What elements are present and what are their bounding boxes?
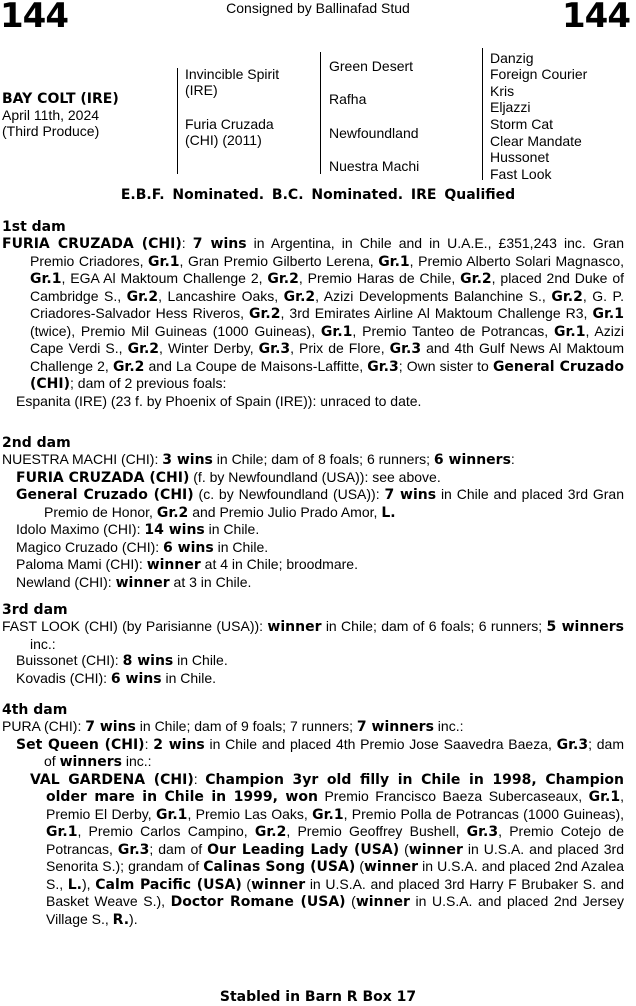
stabled-location: Stabled in Barn R Box 17 xyxy=(219,989,417,1005)
second-dam-foal-1: FURIA CRUZADA (CHI) (f. by Newfoundland (USA)): see above. xyxy=(16,468,441,486)
pedigree-g4: Eljazzi xyxy=(490,99,531,115)
third-dam-record: FAST LOOK (CHI) (by Parisianne (USA)): winner in Chile; dam of 6 foals; 6 runners; 5 winners inc.: xyxy=(2,618,625,652)
nominations: E.B.F. Nominated. B.C. Nominated. IRE Qualified xyxy=(120,187,516,203)
second-dam-heading: 2nd dam xyxy=(2,435,71,451)
pedigree-g5: Storm Cat xyxy=(490,116,554,132)
pedigree-dam-sire: Newfoundland xyxy=(329,125,419,141)
pedigree-g3: Kris xyxy=(490,83,515,99)
pedigree-g7: Hussonet xyxy=(490,149,550,165)
pedigree-g1: Danzig xyxy=(490,50,534,66)
pedigree-rule-1 xyxy=(177,68,178,174)
foaled-date: April 11th, 2024 xyxy=(2,107,100,123)
second-dam-foal-2: General Cruzado (CHI) (c. by Newfoundland (USA)): 7 wins in Chile and placed 3rd Gran Premio de Honor, Gr.2 and Premio Julio Prado Amor, L. xyxy=(16,486,625,521)
third-dam-section xyxy=(2,602,624,687)
pedigree-sire: Invincible Spirit (IRE) xyxy=(185,66,280,98)
third-dam-heading: 3rd dam xyxy=(2,602,68,618)
fourth-dam-section xyxy=(2,702,624,928)
second-dam-foal-3: Idolo Maximo (CHI): 14 wins in Chile. xyxy=(16,521,260,538)
fourth-dam-foal-1: Set Queen (CHI): 2 wins in Chile and placed 4th Premio Jose Saavedra Baeza, Gr.3; dam of winners inc.: xyxy=(16,735,624,770)
first-dam-section xyxy=(2,219,624,409)
pedigree-g8: Fast Look xyxy=(490,166,552,182)
horse-name: BAY COLT (IRE) xyxy=(2,91,119,107)
fourth-dam-record: PURA (CHI): 7 wins in Chile; dam of 9 foals; 7 runners; 7 winners inc.: xyxy=(2,718,464,735)
second-dam-foal-5: Paloma Mami (CHI): winner at 4 in Chile; broodmare. xyxy=(16,556,358,573)
second-dam-record: NUESTRA MACHI (CHI): 3 wins in Chile; dam of 8 foals; 6 runners; 6 winners: xyxy=(2,451,515,468)
fourth-dam-heading: 4th dam xyxy=(2,702,68,718)
second-dam-foal-6: Newland (CHI): winner at 3 in Chile. xyxy=(16,573,252,591)
lot-number-left: 144 xyxy=(0,0,68,36)
first-dam-record: FURIA CRUZADA (CHI): 7 wins in Argentina, in Chile and in U.A.E., £351,243 inc. Gran Premio Criadores, Gr.1, Gran Premio Gilberto Lerena, Gr.1, Premio Alberto Solari Magnasco, Gr.1, EGA Al Maktoum Challenge 2, Gr.2, Premio Haras de Chile, Gr.2, placed 2nd Duke of Cambridge S., Gr.2, Lancashire Oaks, Gr.2, Azizi Developments Balanchine S., Gr.2, G. P. Criadores-Salvador Hess Riveros, Gr.2, 3rd Emirates Airline Al Maktoum Challenge R3, Gr.1 (twice), Premio Mil Guineas (1000 Guineas), Gr.1, Premio Tanteo de Potrancas, Gr.1, Azizi Cape Verdi S., Gr.2, Winter Derby, Gr.3, Prix de Flore, Gr.3 and 4th Gulf News Al Maktoum Challenge 2, Gr.2 and La Coupe de Maisons-Laffitte, Gr.3; Own sister to General Cruzado (CHI); dam of 2 previous foals: xyxy=(2,235,625,392)
horse-info xyxy=(2,91,119,139)
pedigree-sire-sire: Green Desert xyxy=(329,58,414,74)
third-dam-foal-1: Buissonet (CHI): 8 wins in Chile. xyxy=(16,652,228,669)
pedigree-dam: Furia Cruzada (CHI) (2011) xyxy=(185,116,274,148)
pedigree-dam-dam: Nuestra Machi xyxy=(329,158,420,174)
produce-note: (Third Produce) xyxy=(2,123,100,139)
pedigree-rule-2 xyxy=(320,52,321,174)
pedigree-rule-3 xyxy=(482,48,483,180)
first-dam-foal-1: Espanita (IRE) (23 f. by Phoenix of Spain (IRE)): unraced to date. xyxy=(16,392,422,409)
fourth-dam-grandfoal-1: VAL GARDENA (CHI): Champion 3yr old filly in Chile in 1998, Champion older mare in Chile in 1999, won Premio Francisco Baeza Subercaseaux, Gr.1, Premio El Derby, Gr.1, Premio Las Oaks, Gr.1, Premio Polla de Potrancas (1000 Guineas), Gr.1, Premio Carlos Campino, Gr.2, Premio Geoffrey Bushell, Gr.3, Premio Cotejo de Potrancas, Gr.3; dam of Our Leading Lady (USA) (winner in U.S.A. and placed 3rd Senorita S.); grandam of Calinas Song (USA) (winner in U.S.A. and placed 2nd Azalea S., L.), Calm Pacific (USA) (winner in U.S.A. and placed 3rd Harry F Brubaker S. and Basket Weave S.), Doctor Romane (USA) (winner in U.S.A. and placed 2nd Jersey Village S., R.). xyxy=(30,770,624,928)
second-dam-section xyxy=(2,435,624,591)
consignor: Consigned by Ballinafad Stud xyxy=(226,0,410,16)
third-dam-foal-2: Kovadis (CHI): 6 wins in Chile. xyxy=(16,669,217,687)
pedigree-sire-dam: Rafha xyxy=(329,91,367,107)
second-dam-foal-4: Magico Cruzado (CHI): 6 wins in Chile. xyxy=(16,538,269,556)
pedigree-g6: Clear Mandate xyxy=(490,133,582,149)
pedigree-g2: Foreign Courier xyxy=(490,66,588,82)
lot-number-right: 144 xyxy=(562,0,630,36)
first-dam-heading: 1st dam xyxy=(2,219,66,235)
